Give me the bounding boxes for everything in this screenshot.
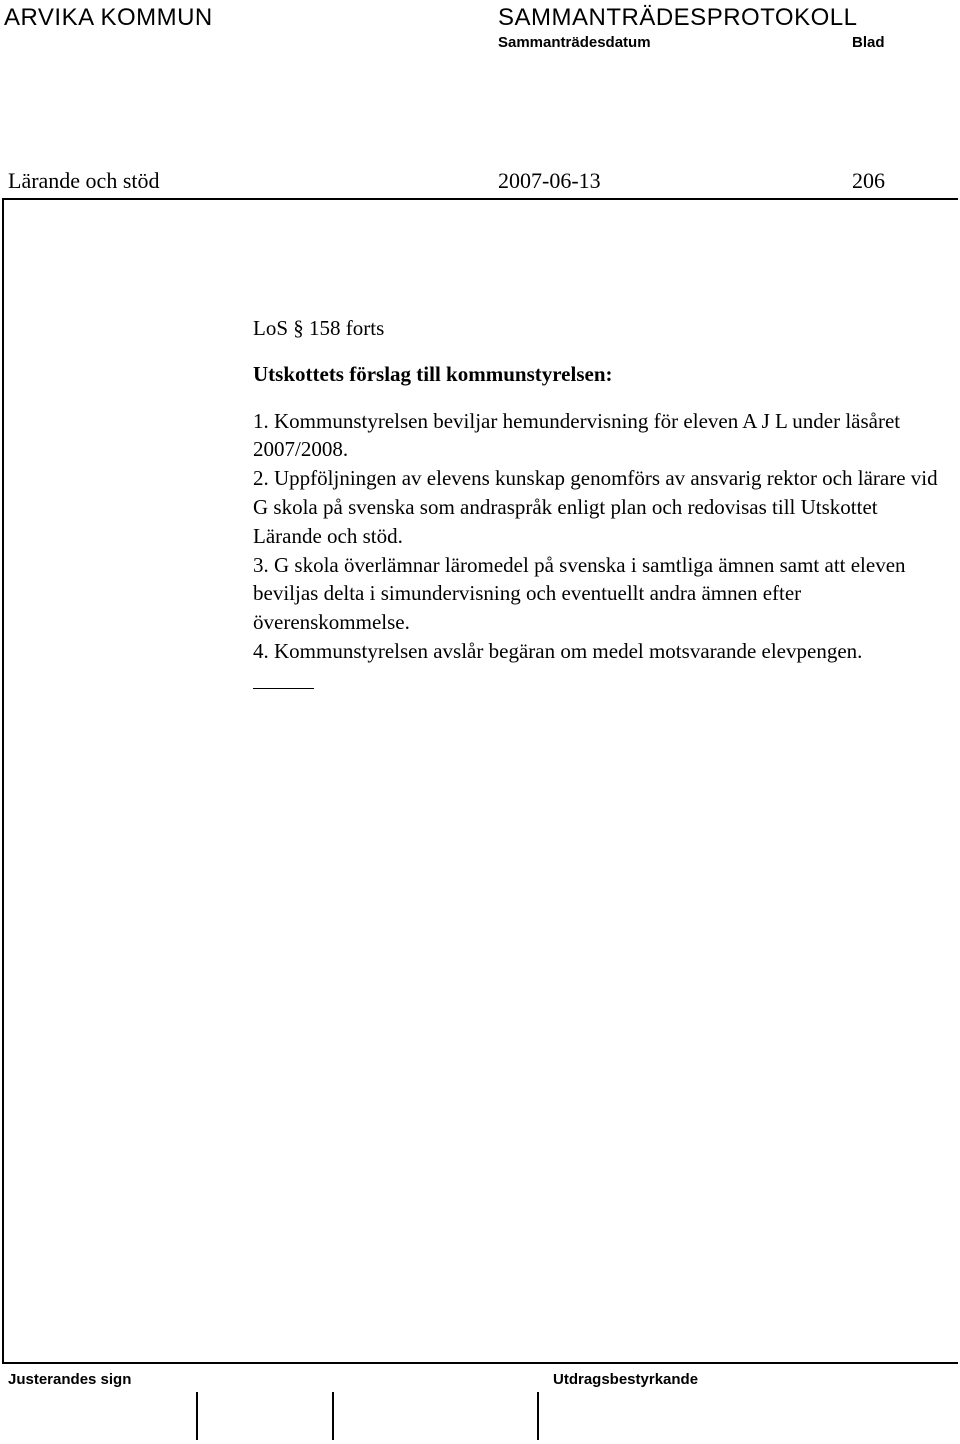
minutes-content <box>253 314 943 689</box>
signature-box-divider-2 <box>332 1392 334 1440</box>
meeting-date: 2007-06-13 <box>498 168 601 193</box>
left-margin-line <box>2 198 4 1362</box>
section-reference: LoS § 158 forts <box>253 316 385 340</box>
footer-divider <box>2 1362 958 1364</box>
header-divider <box>2 198 958 200</box>
proposal-heading: Utskottets förslag till kommunstyrelsen: <box>253 361 613 386</box>
signature-box-divider-3 <box>537 1392 539 1440</box>
organization-name: ARVIKA KOMMUN <box>4 4 213 31</box>
page-number: 206 <box>852 168 885 193</box>
justification-sign-label: Justerandes sign <box>8 1371 132 1388</box>
page-label: Blad <box>852 34 885 51</box>
signature-box-divider-1 <box>196 1392 198 1440</box>
unit-name: Lärande och stöd <box>8 168 160 193</box>
proposal-item-1: 1. Kommunstyrelsen beviljar hemundervisning för eleven A J L under läsåret 2007/2008. <box>253 408 901 462</box>
meeting-date-label: Sammanträdesdatum <box>498 34 651 51</box>
end-of-section-line <box>253 688 314 690</box>
extract-certification-label: Utdragsbestyrkande <box>553 1371 699 1388</box>
proposal-item-2: 2. Uppföljningen av elevens kunskap genomförs av ansvarig rektor och lärare vid G skola på svenska som andraspråk enligt plan och redovisas till Utskottet Lärande och stöd. <box>253 466 938 548</box>
proposal-item-3: 3. G skola överlämnar läromedel på svenska i samtliga ämnen samt att eleven beviljas delta i simundervisning och eventuellt andra ämnen efter överenskommelse. <box>253 552 906 635</box>
document-type: SAMMANTRÄDESPROTOKOLL <box>498 4 858 31</box>
proposal-item-4: 4. Kommunstyrelsen avslår begäran om medel motsvarande elevpengen. <box>253 638 863 663</box>
